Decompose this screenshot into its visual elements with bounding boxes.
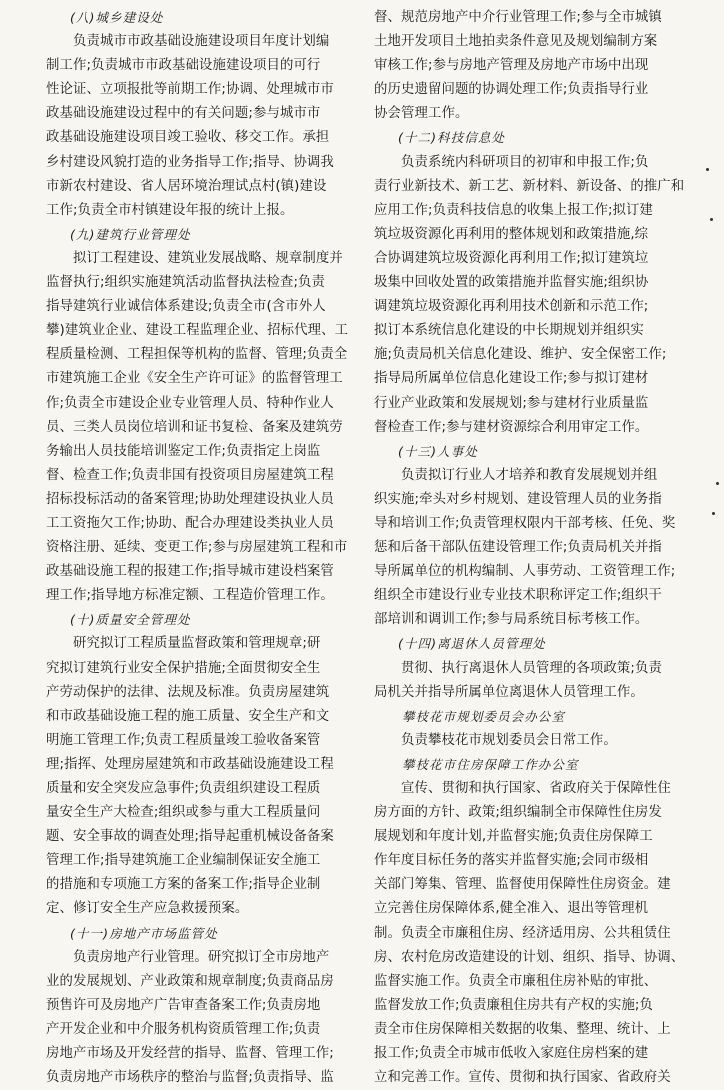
text-line: 房、农村危房改造建设的计划、组织、指导、协调、 bbox=[374, 949, 685, 965]
text-line: 务输出人员技能培训鉴定工作;负责指定上岗监 bbox=[46, 443, 321, 459]
text-line: 的措施和专项施工方案的备案工作;指导企业制 bbox=[46, 877, 321, 893]
text-line: 政基础设施工程的报建工作;指导城市建设档案管 bbox=[46, 564, 334, 580]
text-line: 业的发展规划、产业政策和规章制度;负责商品房 bbox=[46, 973, 334, 989]
text-line: 展规划和年度计划,并监督实施;负责住房保障工 bbox=[374, 829, 653, 845]
paragraph-first-line: 负责城市市政基础设施建设项目年度计划编 bbox=[73, 34, 330, 50]
text-line: 制工作;负责城市市政基础设施建设项目的可行 bbox=[46, 58, 321, 74]
text-line: 和市政基础设施工程的施工质量、安全生产和文 bbox=[46, 708, 330, 724]
left-column bbox=[46, 6, 390, 1090]
text-line: 的历史遗留问题的协调处理工作;负责指导行业 bbox=[374, 82, 649, 98]
text-line: 土地开发项目土地拍卖条件意见及规划编制方案 bbox=[374, 34, 658, 50]
text-line: 产劳动保护的法律、法规及标准。负责房屋建筑 bbox=[46, 684, 330, 700]
text-line: 导和培训工作;负责管理权限内干部考核、任免、奖 bbox=[374, 515, 676, 531]
text-line: 政基础设施建设过程中的有关问题;参与城市市 bbox=[46, 106, 321, 122]
text-line: 性论证、立项报批等前期工作;协调、处理城市市 bbox=[46, 82, 334, 98]
paragraph-first-line: 宣传、贯彻和执行国家、省政府关于保障性住 bbox=[401, 781, 671, 796]
text-line: 合协调建筑垃圾资源化再利用工作;拟订建筑垃 bbox=[374, 250, 649, 266]
text-line: 工工资拖欠工作;协助、配合办理建设类执业人员 bbox=[46, 515, 334, 531]
paragraph-first-line: 负责拟订行业人才培养和教育发展规划并组 bbox=[401, 467, 658, 483]
text-line: 攀)建筑业企业、建设工程监理企业、招标代理、工 bbox=[46, 323, 349, 339]
section-heading: (十三)人事处 bbox=[398, 443, 478, 459]
section-heading: (十一)房地产市场监管处 bbox=[70, 925, 218, 941]
office-heading: 攀枝花市住房保障工作办公室 bbox=[402, 756, 579, 772]
paragraph-first-line: 负责系统内科研项目的初审和申报工作;负 bbox=[401, 154, 649, 170]
text-line: 量安全生产大检查;组织或参与重大工程质量问 bbox=[46, 805, 321, 821]
text-line: 制。负责全市廉租住房、经济适用房、公共租赁住 bbox=[374, 925, 671, 941]
text-line: 房地产市场及开发经营的指导、监督、管理工作; bbox=[46, 1046, 334, 1062]
text-line: 部培训和调训工作;参与局系统目标考核工作。 bbox=[374, 612, 649, 628]
paragraph-first-line: 贯彻、执行离退休人员管理的各项政策;负责 bbox=[401, 660, 662, 676]
text-line: 筑垃圾资源化再利用的整体规划和政策措施,综 bbox=[374, 226, 649, 242]
text-line: 预售许可及房地产广告审查备案工作;负责房地 bbox=[46, 997, 321, 1013]
section-heading: (十二)科技信息处 bbox=[398, 130, 505, 146]
text-line: 指导局所属单位信息化建设工作;参与拟订建材 bbox=[374, 371, 649, 387]
text-line: 局机关并指导所属单位离退休人员管理工作。 bbox=[374, 684, 644, 700]
text-line: 乡村建设风貌打造的业务指导工作;指导、协调我 bbox=[46, 154, 334, 170]
text-line: 题、安全事故的调查处理;指导起重机械设备备案 bbox=[46, 829, 334, 845]
text-line: 市建筑施工企业《安全生产许可证》的监督管理工 bbox=[46, 371, 343, 387]
text-line: 组织全市建设行业专业技术职称评定工作;组织干 bbox=[374, 588, 662, 604]
paragraph-first-line: 负责攀枝花市规划委员会日常工作。 bbox=[401, 732, 617, 748]
text-line: 监督发放工作;负责廉租住房共有产权的实施;负 bbox=[374, 997, 654, 1013]
section-heading: (十)质量安全管理处 bbox=[70, 612, 191, 628]
text-line: 督、规范房地产中介行业管理工作;参与全市城镇 bbox=[374, 10, 662, 25]
text-line: 资格注册、延续、变更工作;参与房屋建筑工程和市 bbox=[46, 540, 348, 556]
text-line: 报工作;负责全市城市低收入家庭住房档案的建 bbox=[374, 1046, 649, 1062]
text-line: 立和完善工作。宣传、贯彻和执行国家、省政府关 bbox=[374, 1070, 671, 1086]
text-line: 监督执行;组织实施建筑活动监督执法检查;负责 bbox=[46, 275, 326, 291]
text-line: 程质量检测、工程担保等机构的监督、管理;负责全 bbox=[46, 347, 348, 363]
text-line: 作年度目标任务的落实并监督实施;会同市级相 bbox=[374, 853, 649, 869]
section-heading: (八)城乡建设处 bbox=[70, 10, 164, 25]
scan-speck bbox=[710, 218, 713, 221]
text-line: 市新农村建设、省人居环境治理试点村(镇)建设 bbox=[46, 178, 327, 194]
paragraph-first-line: 负责房地产行业管理。研究拟订全市房地产 bbox=[73, 949, 330, 965]
text-line: 定、修订安全生产应急救援预案。 bbox=[46, 901, 249, 917]
text-line: 理;指挥、处理房屋建筑和市政基础设施建设工程 bbox=[46, 756, 334, 772]
text-line: 工作;负责全市村镇建设年报的统计上报。 bbox=[46, 202, 294, 218]
text-line: 质量和安全突发应急事件;负责组织建设工程质 bbox=[46, 781, 321, 796]
text-line: 理工作;指导地方标准定额、工程造价管理工作。 bbox=[46, 588, 334, 604]
scan-speck bbox=[706, 168, 709, 171]
text-line: 协会管理工作。 bbox=[374, 106, 469, 122]
text-line: 产开发企业和中介服务机构资质管理工作;负责 bbox=[46, 1021, 321, 1037]
scan-speck bbox=[716, 482, 719, 485]
text-line: 作;负责全市建设企业专业管理人员、特种作业人 bbox=[46, 395, 334, 411]
paragraph-first-line: 拟订工程建设、建筑业发展战略、规章制度并 bbox=[73, 250, 343, 266]
text-line: 调建筑垃圾资源化再利用技术创新和示范工作; bbox=[374, 299, 649, 315]
text-line: 织实施;牵头对乡村规划、建设管理人员的业务指 bbox=[374, 491, 662, 507]
text-line: 政基础设施建设项目竣工验收、移交工作。承担 bbox=[46, 130, 330, 146]
text-line: 究拟订建筑行业安全保护措施;全面贯彻安全生 bbox=[46, 660, 321, 676]
text-line: 招标投标活动的备案管理;协助处理建设执业人员 bbox=[46, 491, 334, 507]
text-line: 应用工作;负责科技信息的收集上报工作;拟订建 bbox=[374, 202, 654, 218]
text-line: 关部门筹集、管理、监督使用保障性住房资金。建 bbox=[374, 877, 671, 893]
scan-speck bbox=[712, 512, 715, 515]
section-heading: (十四)离退休人员管理处 bbox=[398, 636, 546, 652]
text-line: 房方面的方针、政策;组织编制全市保障性住房发 bbox=[374, 805, 662, 821]
text-line: 监督实施工作。负责全市廉租住房补贴的审批、 bbox=[374, 973, 658, 989]
text-line: 管理工作;指导建筑施工企业编制保证安全施工 bbox=[46, 853, 321, 869]
section-heading: (九)建筑行业管理处 bbox=[70, 226, 191, 242]
paragraph-first-line: 研究拟订工程质量监督政策和管理规章;研 bbox=[73, 636, 321, 652]
text-line: 员、三类人员岗位培训和证书复检、备案及建筑劳 bbox=[46, 419, 343, 435]
text-line: 督、检查工作;负责非国有投资项目房屋建筑工程 bbox=[46, 467, 334, 483]
text-line: 拟订本系统信息化建设的中长期规划并组织实 bbox=[374, 323, 644, 339]
text-line: 行业产业政策和发展规划;参与建材行业质量监 bbox=[374, 395, 649, 411]
text-line: 负责房地产市场秩序的整治与监督;负责指导、监 bbox=[46, 1070, 334, 1086]
text-line: 惩和后备干部队伍建设管理工作;负责局机关并指 bbox=[374, 540, 662, 556]
text-line: 审核工作;参与房地产管理及房地产市场中出现 bbox=[374, 58, 649, 74]
text-line: 督检查工作;参与建材资源综合利用审定工作。 bbox=[374, 419, 649, 435]
text-line: 立完善住房保障体系,健全准入、退出等管理机 bbox=[374, 901, 649, 917]
text-line: 导所属单位的机构编制、人事劳动、工资管理工作; bbox=[374, 564, 676, 580]
text-line: 责全市住房保障相关数据的收集、整理、统计、上 bbox=[374, 1021, 671, 1037]
text-line: 施;负责局机关信息化建设、维护、安全保密工作; bbox=[374, 347, 667, 363]
text-line: 明施工管理工作;负责工程质量竣工验收备案管 bbox=[46, 732, 321, 748]
office-heading: 攀枝花市规划委员会办公室 bbox=[402, 708, 566, 724]
text-line: 指导建筑行业诚信体系建设;负责全市(含市外人 bbox=[46, 299, 326, 315]
text-line: 责行业新技术、新工艺、新材料、新设备、的推广和 bbox=[374, 178, 685, 194]
text-line: 圾集中回收处置的政策措施并监督实施;组织协 bbox=[374, 275, 649, 291]
right-column bbox=[374, 6, 718, 1090]
